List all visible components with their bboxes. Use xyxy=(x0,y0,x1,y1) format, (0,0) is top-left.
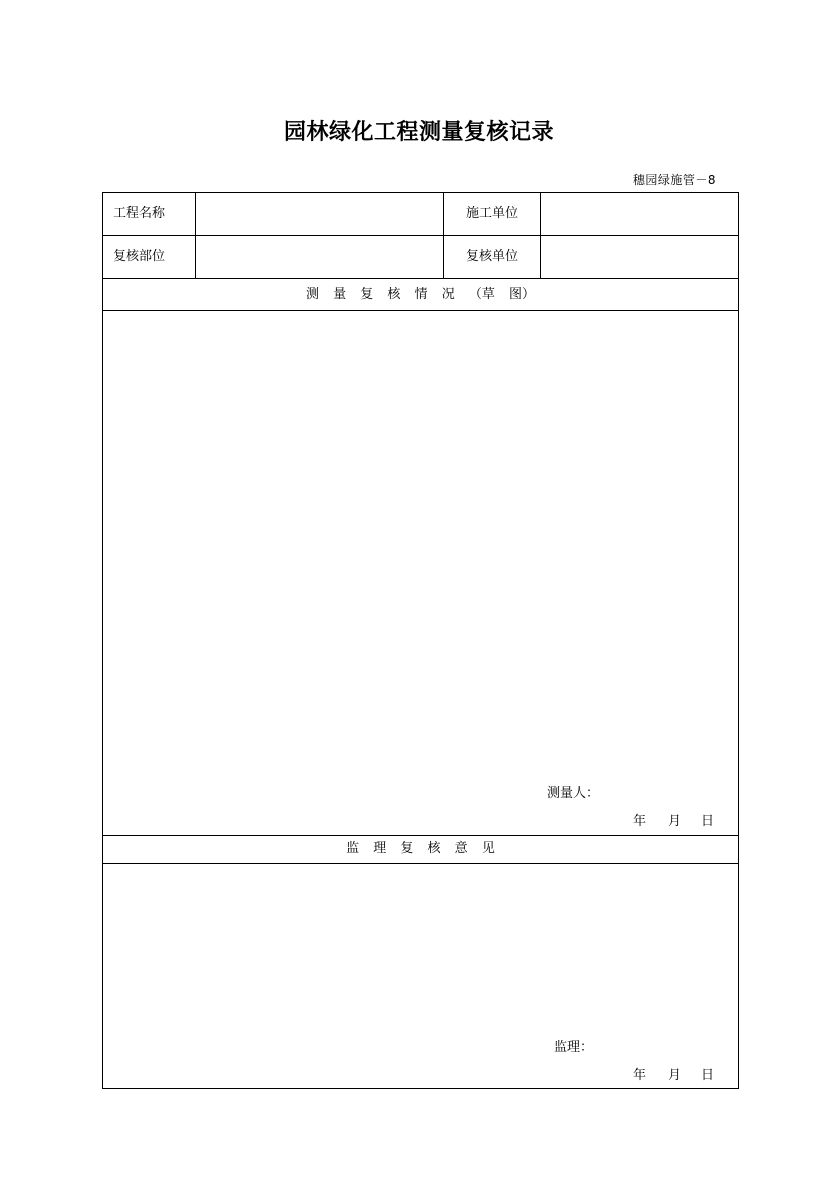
project-name-field[interactable] xyxy=(196,193,443,235)
supervision-opinion-heading: 监 理 复 核 意 见 xyxy=(346,841,495,856)
supervision-opinion-area[interactable] xyxy=(103,864,738,1088)
review-section-field[interactable] xyxy=(196,236,443,278)
surveyor-label: 测量人： xyxy=(547,786,600,801)
row-divider xyxy=(103,278,738,279)
document-title: 园林绿化工程测量复核记录 xyxy=(283,120,554,145)
survey-date-month: 月 xyxy=(668,814,682,829)
survey-date-year: 年 xyxy=(633,814,647,829)
survey-review-heading: 测 量 复 核 情 况 （草 图） xyxy=(306,287,535,302)
supervisor-label: 监理： xyxy=(554,1040,594,1055)
row-divider xyxy=(103,835,738,836)
construction-unit-label: 施工单位 xyxy=(466,206,519,221)
review-record-table xyxy=(102,192,739,1089)
supervision-date xyxy=(633,1067,723,1085)
supervision-date-month: 月 xyxy=(668,1068,682,1083)
review-unit-label: 复核单位 xyxy=(466,249,519,264)
construction-unit-field[interactable] xyxy=(541,193,738,235)
survey-sketch-area[interactable] xyxy=(103,311,738,835)
column-divider xyxy=(443,193,444,278)
form-code: 穗园绿施管－8 xyxy=(632,173,716,187)
supervision-date-day: 日 xyxy=(701,1068,715,1083)
project-name-label: 工程名称 xyxy=(113,206,166,221)
supervision-date-year: 年 xyxy=(633,1068,647,1083)
review-section-label: 复核部位 xyxy=(113,249,166,264)
survey-date xyxy=(633,813,723,831)
review-unit-field[interactable] xyxy=(541,236,738,278)
survey-date-day: 日 xyxy=(701,814,715,829)
